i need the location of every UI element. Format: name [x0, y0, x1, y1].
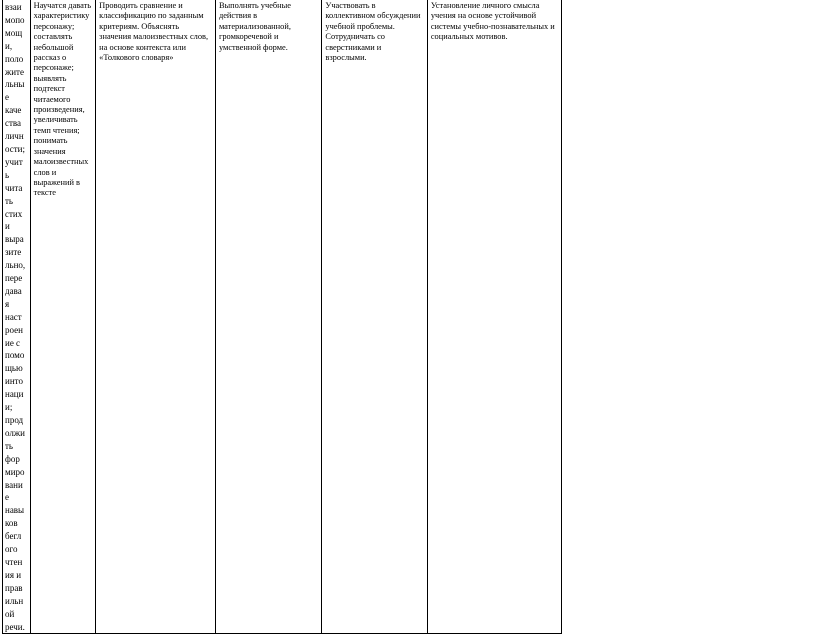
table-cell-regulative	[215, 0, 321, 634]
cell-text-personal: Установление личного смысла учения на основе устойчивой системы учебно-познавательных и социальных мотивов.	[430, 1, 555, 42]
cell-text-communicative: Участвовать в коллективном обсуждении учебной проблемы. Сотрудничать со сверстниками и взрослыми.	[325, 1, 421, 63]
cell-text-cognitive: Проводить сравнение и классификацию по заданным критериям. Объяснять значения малоизвестных слов, на основе контекста или «Толкового словаря»	[99, 1, 209, 63]
table-cell-communicative	[322, 0, 427, 634]
cell-text-goals: взаи мопо мощ и, поло жите льны е каче ства личн ости; учит ь чита ть стих и выра зите льно, пере дава я наст роен ие с помо щью инто наци и; прод олжи ть фор миро вани е навы ков бегл ого чтен ия и прав ильн ой речи.	[5, 2, 26, 632]
table-cell-cognitive	[96, 0, 216, 634]
table-cell-subject-results	[30, 0, 96, 634]
table-cell-personal	[427, 0, 561, 634]
cell-text-subject-results: Научатся давать характеристику персонажу; составлять небольшой рассказ о персонаже; выявлять подтекст читаемого произведения, увеличивать темп чтения; понимать значения малоизвестных слов и выражений в тексте	[33, 1, 92, 198]
table-cell-goals	[3, 0, 31, 634]
table-row	[3, 0, 562, 634]
lesson-plan-table	[2, 0, 562, 634]
cell-text-regulative: Выполнять учебные действия в материализованной, громкоречевой и умственной форме.	[218, 1, 291, 52]
